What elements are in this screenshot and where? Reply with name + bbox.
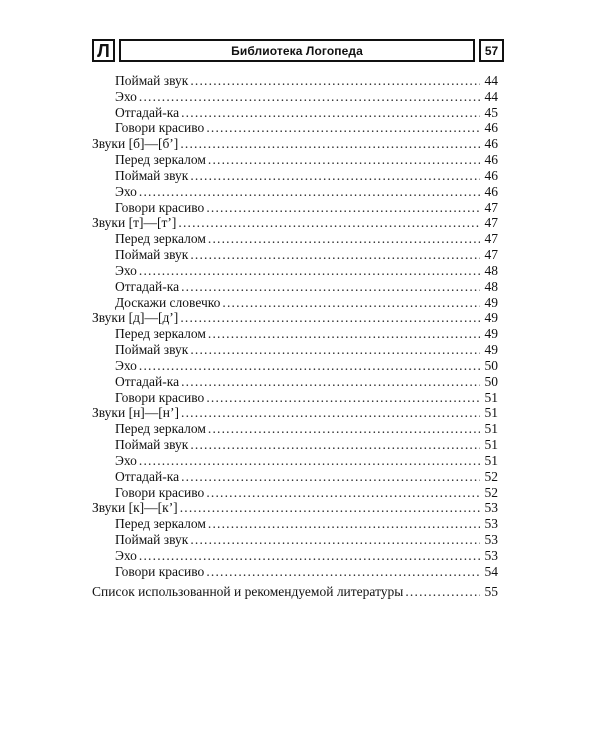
toc-entry-page: 46 <box>484 183 498 199</box>
toc-entry-label: Эхо <box>115 452 137 468</box>
toc-entry-label: Отгадай-ка <box>115 278 180 294</box>
toc-entry-label: Эхо <box>115 357 137 373</box>
leader-dots <box>208 231 480 247</box>
leader-dots <box>222 295 480 311</box>
toc-entry[interactable] <box>92 105 498 121</box>
toc-entry-page: 45 <box>484 104 498 120</box>
toc-entry-label: Перед зеркалом <box>115 152 206 168</box>
toc-entry-page: 53 <box>484 516 498 532</box>
toc-entry-label: Отгадай-ка <box>115 468 180 484</box>
leader-dots <box>208 152 480 168</box>
toc-entry-page: 47 <box>484 199 498 215</box>
toc-entry-page: 48 <box>484 262 498 278</box>
toc-entry[interactable] <box>92 374 498 390</box>
toc-entry-page: 49 <box>484 310 498 326</box>
toc-entry[interactable] <box>92 279 498 295</box>
toc-entry-page: 52 <box>484 484 498 500</box>
toc-entry[interactable] <box>92 437 498 453</box>
toc-entry-page: 51 <box>484 405 498 421</box>
toc-entry-label: Отгадай-ка <box>115 373 180 389</box>
toc-entry-label: Эхо <box>115 262 137 278</box>
toc-entry-page: 53 <box>484 532 498 548</box>
toc-entry-label: Говори красиво <box>115 484 205 500</box>
toc-entry-label: Список использованной и рекомендуемой литературы <box>92 584 404 599</box>
toc-entry-label: Отгадай-ка <box>115 104 180 120</box>
leader-dots <box>405 584 480 600</box>
leader-dots <box>206 120 480 136</box>
leader-dots <box>206 390 480 406</box>
toc-entry-page: 50 <box>484 373 498 389</box>
toc-entry[interactable] <box>92 89 498 105</box>
toc-entry-page: 53 <box>484 547 498 563</box>
running-title: Библиотека Логопеда <box>119 39 475 62</box>
leader-dots <box>190 437 480 453</box>
toc-entry-label: Поймай звук <box>115 167 189 183</box>
toc-entry-label: Поймай звук <box>115 342 189 358</box>
toc-entry-label: Перед зеркалом <box>115 421 206 437</box>
toc-entry-label: Эхо <box>115 88 137 104</box>
leader-dots <box>181 105 480 121</box>
toc-entry-label: Звуки [н]—[н’] <box>92 405 180 421</box>
toc-entry[interactable] <box>92 390 498 406</box>
toc-entry[interactable] <box>92 168 498 184</box>
leader-dots <box>208 421 480 437</box>
toc-entry[interactable] <box>92 184 498 200</box>
toc-entry-page: 49 <box>484 342 498 358</box>
toc-entry-page: 51 <box>484 437 498 453</box>
toc-entry-bibliography[interactable] <box>92 584 498 600</box>
toc-entry-label: Говори красиво <box>115 389 205 405</box>
toc-entry[interactable] <box>92 564 498 580</box>
leader-dots <box>178 215 480 231</box>
toc-entry[interactable] <box>92 247 498 263</box>
toc-entry[interactable] <box>92 469 498 485</box>
toc-entry-label: Звуки [б]—[б’] <box>92 136 179 152</box>
toc-entry-label: Поймай звук <box>115 532 189 548</box>
toc-entry-label: Перед зеркалом <box>115 516 206 532</box>
leader-dots <box>181 469 480 485</box>
toc-entry[interactable] <box>92 120 498 136</box>
toc-entry-page: 47 <box>484 247 498 263</box>
leader-dots <box>139 453 480 469</box>
toc-entry[interactable] <box>92 532 498 548</box>
toc-entry-page: 44 <box>484 73 498 88</box>
leader-dots <box>139 184 480 200</box>
leader-dots <box>139 263 480 279</box>
leader-dots <box>206 485 480 501</box>
toc-entry[interactable] <box>92 342 498 358</box>
toc-entry-page: 54 <box>484 563 498 579</box>
toc-entry[interactable] <box>92 485 498 501</box>
leader-dots <box>139 89 480 105</box>
leader-dots <box>206 200 480 216</box>
toc-section-heading[interactable] <box>92 215 498 231</box>
leader-dots <box>180 136 480 152</box>
toc-entry[interactable] <box>92 358 498 374</box>
leader-dots <box>206 564 480 580</box>
leader-dots <box>190 247 480 263</box>
table-of-contents <box>92 73 498 580</box>
toc-entry-label: Перед зеркалом <box>115 231 206 247</box>
leader-dots <box>190 73 480 89</box>
toc-entry-label: Звуки [д]—[д’] <box>92 310 179 326</box>
leader-dots <box>190 168 480 184</box>
toc-entry-label: Поймай звук <box>115 437 189 453</box>
page-header <box>92 39 504 64</box>
toc-entry[interactable] <box>92 516 498 532</box>
toc-entry[interactable] <box>92 73 498 89</box>
toc-entry-label: Поймай звук <box>115 73 189 88</box>
toc-section-heading[interactable] <box>92 405 498 421</box>
toc-entry-page: 47 <box>484 231 498 247</box>
toc-entry[interactable] <box>92 548 498 564</box>
series-logo: Л <box>92 39 115 62</box>
toc-entry-page: 51 <box>484 389 498 405</box>
toc-entry-page: 50 <box>484 357 498 373</box>
toc-entry[interactable] <box>92 453 498 469</box>
toc-entry-page: 46 <box>484 167 498 183</box>
toc-section-heading[interactable] <box>92 500 498 516</box>
toc-entry-page: 53 <box>484 500 498 516</box>
toc-entry[interactable] <box>92 152 498 168</box>
toc-entry[interactable] <box>92 200 498 216</box>
toc-entry[interactable] <box>92 263 498 279</box>
leader-dots <box>181 405 480 421</box>
leader-dots <box>180 310 480 326</box>
toc-entry-page: 55 <box>484 584 498 599</box>
leader-dots <box>180 500 480 516</box>
leader-dots <box>181 374 480 390</box>
toc-entry-page: 48 <box>484 278 498 294</box>
toc-entry-label: Поймай звук <box>115 247 189 263</box>
toc-entry[interactable] <box>92 326 498 342</box>
toc-entry-label: Эхо <box>115 547 137 563</box>
toc-entry-page: 49 <box>484 326 498 342</box>
toc-entry-page: 51 <box>484 421 498 437</box>
toc-entry-label: Говори красиво <box>115 563 205 579</box>
toc-entry-page: 47 <box>484 215 498 231</box>
leader-dots <box>208 326 480 342</box>
toc-entry[interactable] <box>92 421 498 437</box>
toc-section-heading[interactable] <box>92 310 498 326</box>
toc-entry-page: 49 <box>484 294 498 310</box>
toc-entry-label: Говори красиво <box>115 120 205 136</box>
leader-dots <box>208 516 480 532</box>
toc-entry-label: Звуки [т]—[т’] <box>92 215 177 231</box>
toc-entry-label: Звуки [к]—[к’] <box>92 500 178 516</box>
toc-entry-label: Доскажи словечко <box>115 294 221 310</box>
leader-dots <box>190 342 480 358</box>
toc-entry-label: Говори красиво <box>115 199 205 215</box>
toc-entry-label: Перед зеркалом <box>115 326 206 342</box>
leader-dots <box>181 279 480 295</box>
page-number: 57 <box>479 39 504 62</box>
toc-entry-page: 46 <box>484 136 498 152</box>
toc-entry-page: 44 <box>484 88 498 104</box>
leader-dots <box>139 358 480 374</box>
toc-entry-label: Эхо <box>115 183 137 199</box>
leader-dots <box>190 532 480 548</box>
toc-entry-page: 46 <box>484 152 498 168</box>
toc-section-heading[interactable] <box>92 136 498 152</box>
toc-entry[interactable] <box>92 231 498 247</box>
toc-entry-page: 46 <box>484 120 498 136</box>
toc-entry-page: 51 <box>484 452 498 468</box>
leader-dots <box>139 548 480 564</box>
toc-entry[interactable] <box>92 295 498 311</box>
toc-entry-page: 52 <box>484 468 498 484</box>
